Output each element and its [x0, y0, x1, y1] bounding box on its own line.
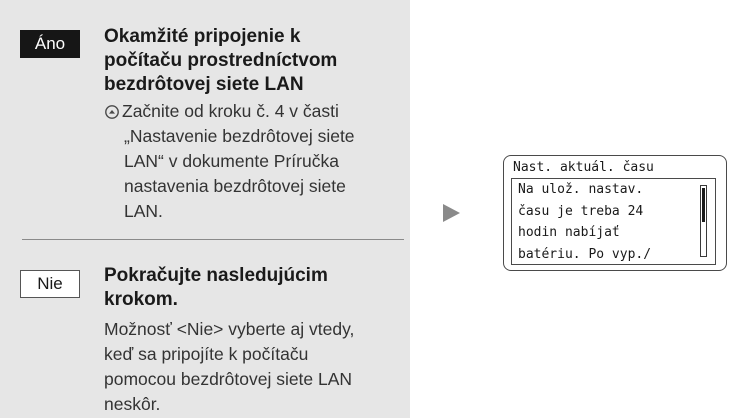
yes-heading-line: počítaču prostredníctvom — [104, 50, 338, 71]
section-divider — [22, 239, 404, 240]
no-body-line: pomocou bezdrôtovej siete LAN — [104, 369, 353, 389]
no-heading-line: krokom. — [104, 289, 178, 310]
no-option-instruction — [104, 317, 354, 417]
yes-body-line: Začnite od kroku č. 4 v časti — [122, 101, 339, 121]
no-heading-line: Pokračujte nasledujúcim — [104, 265, 328, 286]
display-message-line: batériu. Po vyp./ — [518, 246, 652, 262]
yes-body-line: „Nastavenie bezdrôtovej siete — [124, 126, 355, 146]
display-message — [518, 179, 651, 265]
yes-body-line: LAN. — [124, 201, 163, 221]
display-title: Nast. aktuál. času — [513, 160, 654, 175]
display-scroll-thumb — [702, 188, 705, 222]
display-message-box — [511, 178, 716, 265]
no-option-tag: Nie — [20, 270, 80, 298]
right-triangle-icon — [440, 202, 462, 224]
yes-heading-line: bezdrôtovej siete LAN — [104, 74, 304, 95]
display-message-line: času je treba 24 — [518, 203, 644, 219]
yes-body-line: nastavenia bezdrôtovej siete — [124, 176, 346, 196]
no-body-line: keď sa pripojíte k počítaču — [104, 344, 309, 364]
device-display — [503, 155, 727, 271]
reference-arrow-icon — [105, 105, 119, 119]
no-body-line: Možnosť <Nie> vyberte aj vtedy, — [104, 319, 355, 339]
no-option-heading — [104, 264, 328, 312]
display-message-line: hodin nabíjať — [518, 225, 620, 240]
yes-body-line: LAN“ v dokumente Príručka — [124, 151, 339, 171]
no-body-line: neskôr. — [104, 394, 161, 414]
yes-option-instruction — [124, 124, 355, 224]
yes-option-heading — [104, 25, 337, 97]
yes-option-instruction-first-line — [104, 99, 339, 124]
yes-option-tag: Áno — [20, 30, 80, 58]
yes-heading-line: Okamžité pripojenie k — [104, 26, 301, 47]
display-scrollbar — [700, 185, 707, 257]
display-message-line: Na ulož. nastav. — [518, 182, 644, 197]
